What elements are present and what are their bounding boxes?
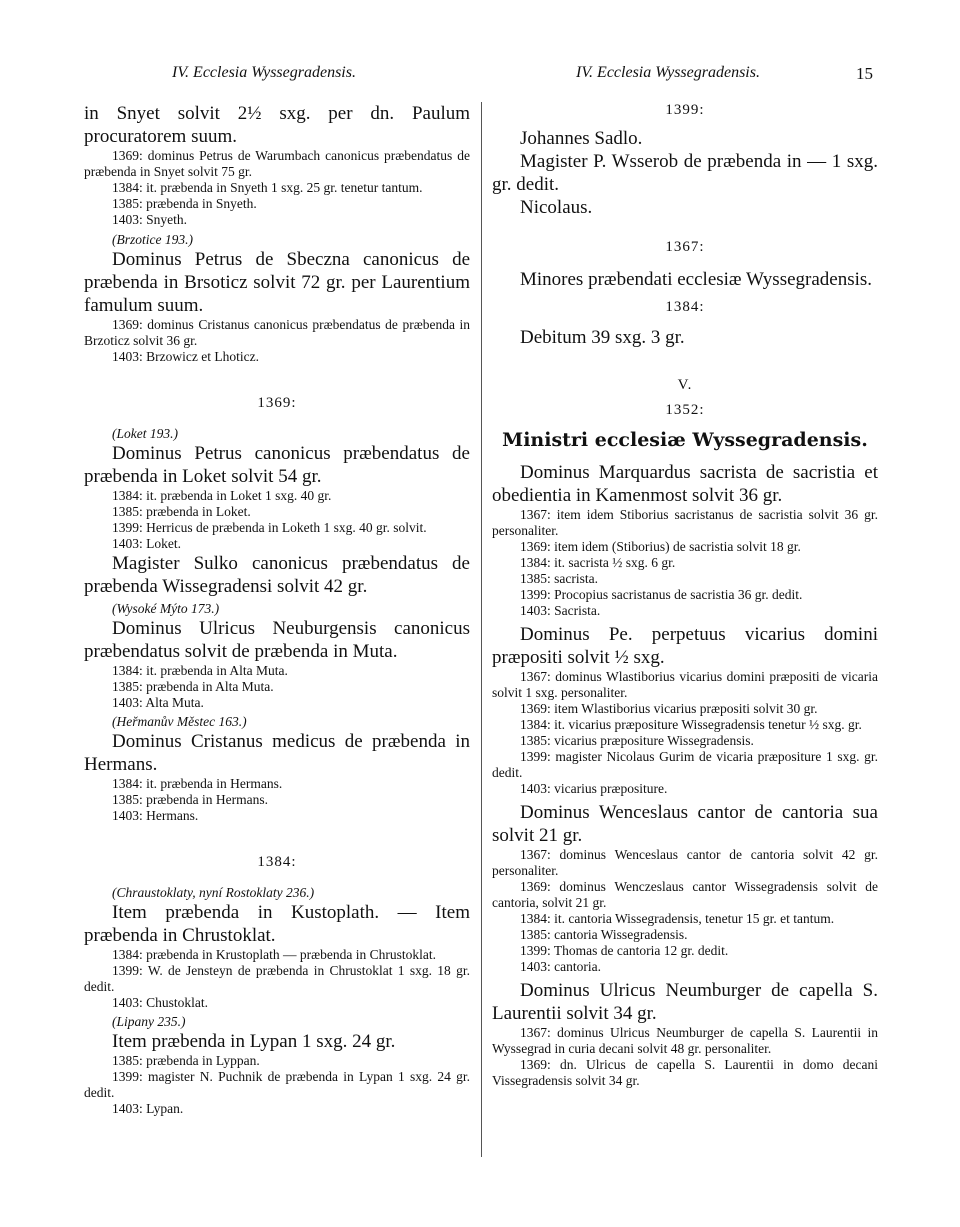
note-line: 1399: Thomas de cantoria 12 gr. dedit. <box>520 943 729 958</box>
note-line: 1403: Sacrista. <box>520 603 601 618</box>
note-line: 1367: dominus Ulricus Neumburger de capella S. Laurentii in Wyssegrad in curia decani solvit 48 gr. personaliter. <box>492 1025 878 1056</box>
note-line: 1369: item Wlastiborius vicarius præpositi solvit 30 gr. <box>520 701 818 716</box>
note-line: 1403: Snyeth. <box>112 212 188 227</box>
note-line: 1369: dominus Cristanus canonicus præbendatus de præbenda in Brzoticz solvit 36 gr. <box>84 317 470 348</box>
note-line: 1399: magister Nicolaus Gurim de vicaria præpositure 1 sxg. gr. dedit. <box>492 749 878 780</box>
note-line: 1384: præbenda in Krustoplath — præbenda in Chrustoklat. <box>112 947 436 962</box>
place-note: (Heřmanův Městec 163.) <box>112 714 247 729</box>
header-left-title: IV. Ecclesia Wyssegradensis. <box>172 64 356 81</box>
entry-text: Dominus Cristanus medicus de præbenda in Hermans. <box>84 731 470 775</box>
entry-text: Nicolaus. <box>520 197 593 218</box>
note-line: 1384: it. præbenda in Snyeth 1 sxg. 25 gr. tenetur tantum. <box>112 180 423 195</box>
header-right-title: IV. Ecclesia Wyssegradensis. <box>576 64 760 81</box>
section-number: V. <box>677 377 693 393</box>
year-heading: 1367: <box>665 239 705 255</box>
right-column <box>492 102 878 1089</box>
note-line: 1385: præbenda in Hermans. <box>112 792 268 807</box>
place-note: (Loket 193.) <box>112 426 178 441</box>
note-line: 1384: it. præbenda in Hermans. <box>112 776 283 791</box>
note-line: 1384: it. vicarius præpositure Wissegradensis tenetur ½ sxg. gr. <box>520 717 862 732</box>
note-line: 1403: Brzowicz et Lhoticz. <box>112 349 259 364</box>
entry-text: Minores præbendati ecclesiæ Wyssegradensis. <box>520 269 873 290</box>
note-line: 1385: cantoria Wissegradensis. <box>520 927 688 942</box>
place-note: (Lipany 235.) <box>112 1014 186 1029</box>
column-divider <box>481 102 482 1157</box>
note-line: 1385: præbenda in Lyppan. <box>112 1053 260 1068</box>
note-line: 1369: dn. Ulricus de capella S. Laurentii in domo decani Vissegradensis solvit 34 gr. <box>492 1057 878 1088</box>
note-line: 1367: item idem Stiborius sacristanus de sacristia solvit 36 gr. personaliter. <box>492 507 878 538</box>
note-line: 1399: magister N. Puchnik de præbenda in Lypan 1 sxg. 24 gr. dedit. <box>84 1069 470 1100</box>
place-note: (Brzotice 193.) <box>112 232 193 247</box>
year-heading: 1384: <box>257 854 297 870</box>
note-line: 1385: præbenda in Snyeth. <box>112 196 257 211</box>
entry-text: Magister P. Wsserob de præbenda in — 1 sxg. gr. dedit. <box>492 151 878 195</box>
year-heading: 1399: <box>665 102 705 118</box>
note-line: 1399: W. de Jensteyn de præbenda in Chrustoklat 1 sxg. 18 gr. dedit. <box>84 963 470 994</box>
note-line: 1403: Hermans. <box>112 808 199 823</box>
note-line: 1403: Alta Muta. <box>112 695 204 710</box>
note-line: 1367: dominus Wenceslaus cantor de cantoria solvit 42 gr. personaliter. <box>492 847 878 878</box>
entry-text: Dominus Wenceslaus cantor de cantoria sua solvit 21 gr. <box>492 802 878 846</box>
note-line: 1399: Herricus de præbenda in Loketh 1 sxg. 40 gr. solvit. <box>112 520 427 535</box>
entry-text: Dominus Marquardus sacrista de sacristia et obedientia in Kamenmost solvit 36 gr. <box>492 462 878 506</box>
note-line: 1369: dominus Petrus de Warumbach canonicus præbendatus de præbenda in Snyet solvit 75 gr. <box>84 148 470 179</box>
note-line: 1403: vicarius præpositure. <box>520 781 668 796</box>
note-line: 1385: præbenda in Loket. <box>112 504 251 519</box>
entry-text: Dominus Pe. perpetuus vicarius domini præpositi solvit ½ sxg. <box>492 624 878 668</box>
note-line: 1399: Procopius sacristanus de sacristia 36 gr. dedit. <box>520 587 803 602</box>
note-line: 1385: præbenda in Alta Muta. <box>112 679 274 694</box>
entry-text: Dominus Petrus de Sbeczna canonicus de præbenda in Brsoticz solvit 72 gr. per Laurentium famulum suum. <box>84 249 470 316</box>
note-line: 1384: it. sacrista ½ sxg. 6 gr. <box>520 555 676 570</box>
section-heading: Ministri ecclesiæ Wyssegradensis. <box>502 429 868 451</box>
entry-text: Magister Sulko canonicus præbendatus de præbenda Wissegradensi solvit 42 gr. <box>84 553 470 597</box>
page-number: 15 <box>856 64 873 83</box>
note-line: 1403: Lypan. <box>112 1101 184 1116</box>
note-line: 1367: dominus Wlastiborius vicarius domini præpositi de vicaria solvit 1 sxg. personaliter. <box>492 669 878 700</box>
note-line: 1385: vicarius præpositure Wissegradensis. <box>520 733 754 748</box>
note-line: 1403: Chustoklat. <box>112 995 209 1010</box>
note-line: 1384: it. præbenda in Alta Muta. <box>112 663 288 678</box>
note-line: 1384: it. præbenda in Loket 1 sxg. 40 gr. <box>112 488 332 503</box>
running-header <box>0 64 960 88</box>
entry-text: Dominus Ulricus Neumburger de capella S. Laurentii solvit 34 gr. <box>492 980 878 1024</box>
place-note: (Wysoké Mýto 173.) <box>112 601 220 616</box>
note-line: 1403: Loket. <box>112 536 181 551</box>
left-column <box>84 102 470 1117</box>
note-line: 1369: dominus Wenczeslaus cantor Wissegradensis solvit de cantoria, solvit 21 gr. <box>492 879 878 910</box>
note-line: 1369: item idem (Stiborius) de sacristia solvit 18 gr. <box>520 539 801 554</box>
entry-text: in Snyet solvit 2½ sxg. per dn. Paulum procuratorem suum. <box>84 103 470 147</box>
year-heading: 1384: <box>665 299 705 315</box>
entry-text: Item præbenda in Kustoplath. — Item præbenda in Chrustoklat. <box>84 902 470 946</box>
entry-text: Dominus Petrus canonicus præbendatus de præbenda in Loket solvit 54 gr. <box>84 443 470 487</box>
entry-text: Dominus Ulricus Neuburgensis canonicus præbendatus solvit de præbenda in Muta. <box>84 618 470 662</box>
year-heading: 1352: <box>665 402 705 418</box>
note-line: 1385: sacrista. <box>520 571 598 586</box>
entry-text: Johannes Sadlo. <box>520 128 643 149</box>
entry-text: Debitum 39 sxg. 3 gr. <box>520 327 685 348</box>
entry-text: Item præbenda in Lypan 1 sxg. 24 gr. <box>112 1031 396 1052</box>
year-heading: 1369: <box>257 395 297 411</box>
note-line: 1403: cantoria. <box>520 959 601 974</box>
place-note: (Chraustoklaty, nyní Rostoklaty 236.) <box>112 885 315 900</box>
note-line: 1384: it. cantoria Wissegradensis, tenetur 15 gr. et tantum. <box>520 911 835 926</box>
